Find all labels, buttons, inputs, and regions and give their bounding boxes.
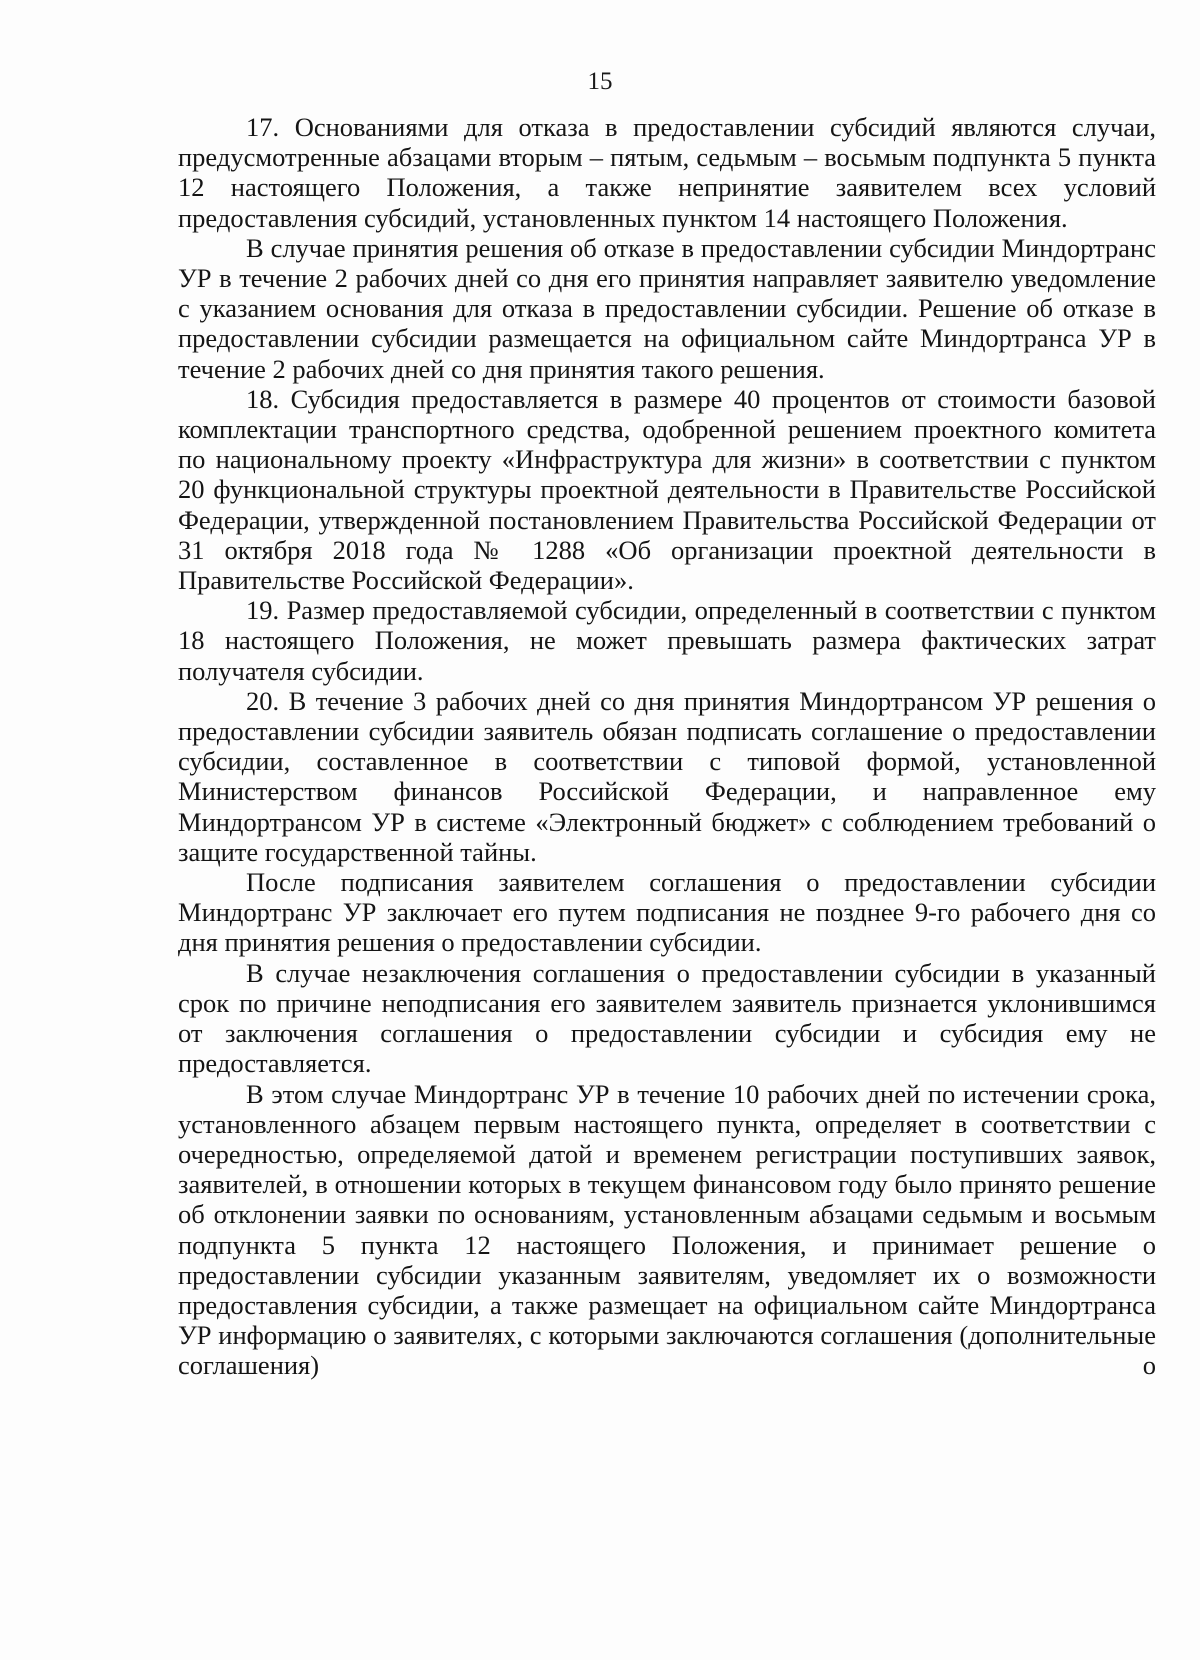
paragraph-17: 17. Основаниями для отказа в предоставлении субсидий являются случаи, предусмотренные абзацами вторым – пятым, седьмым – восьмым подпункта 5 пункта 12 настоящего Положения, а также непринятие заявителем всех условий предоставления субсидий, установленных пунктом 14 настоящего Положения.: [178, 112, 1156, 233]
paragraph-18: 18. Субсидия предоставляется в размере 40 процентов от стоимости базовой комплектации транспортного средства, одобренной решением проектного комитета по национальному проекту «Инфраструктура для жизни» в соответствии с пунктом 20 функциональной структуры проектной деятельности в Правительстве Российской Федерации, утвержденной постановлением Правительства Российской Федерации от 31 октября 2018 года № 1288 «Об организации проектной деятельности в Правительстве Российской Федерации».: [178, 383, 1156, 596]
paragraph-20-non-conclusion: В случае незаключения соглашения о предоставлении субсидии в указанный срок по причине неподписания его заявителем заявитель признается уклонившимся от заключения соглашения о предоставлении субсидии и субсидия ему не предоставляется.: [178, 957, 1156, 1079]
paragraph-19: 19. Размер предоставляемой субсидии, определенный в соответствии с пунктом 18 настоящего Положения, не может превышать размера фактических затрат получателя субсидии.: [178, 595, 1156, 686]
paragraph-20-signing: После подписания заявителем соглашения о предоставлении субсидии Миндортранс УР заключает его путем подписания не позднее 9-го рабочего дня со дня принятия решения о предоставлении субсидии.: [178, 867, 1156, 958]
document-body: [178, 112, 1156, 1381]
paragraph-20-reallocation: В этом случае Миндортранс УР в течение 10 рабочих дней по истечении срока, установленного абзацем первым настоящего пункта, определяет в соответствии с очередностью, определяемой датой и временем регистрации поступивших заявок, заявителей, в отношении которых в текущем финансовом году было принято решение об отклонении заявки по основаниям, установленным абзацами седьмым и восьмым подпункта 5 пункта 12 настоящего Положения, и принимает решение о предоставлении субсидии указанным заявителям, уведомляет их о возможности предоставления субсидии, а также размещает на официальном сайте Миндортранса УР информацию о заявителях, с которыми заключаются соглашения (дополнительные соглашения) о: [178, 1078, 1156, 1381]
paragraph-17-refusal-notice: В случае принятия решения об отказе в предоставлении субсидии Миндортранс УР в течение 2 рабочих дней со дня его принятия направляет заявителю уведомление с указанием основания для отказа в предоставлении субсидии. Решение об отказе в предоставлении субсидии размещается на официальном сайте Миндортранса УР в течение 2 рабочих дней со дня принятия такого решения.: [178, 232, 1156, 384]
page-number: 15: [587, 68, 613, 95]
paragraph-20: 20. В течение 3 рабочих дней со дня принятия Миндортрансом УР решения о предоставлении субсидии заявитель обязан подписать соглашение о предоставлении субсидии, составленное в соответствии с типовой формой, установленной Министерством финансов Российской Федерации, и направленное ему Миндортрансом УР в системе «Электронный бюджет» с соблюдением требований о защите государственной тайны.: [178, 685, 1156, 867]
